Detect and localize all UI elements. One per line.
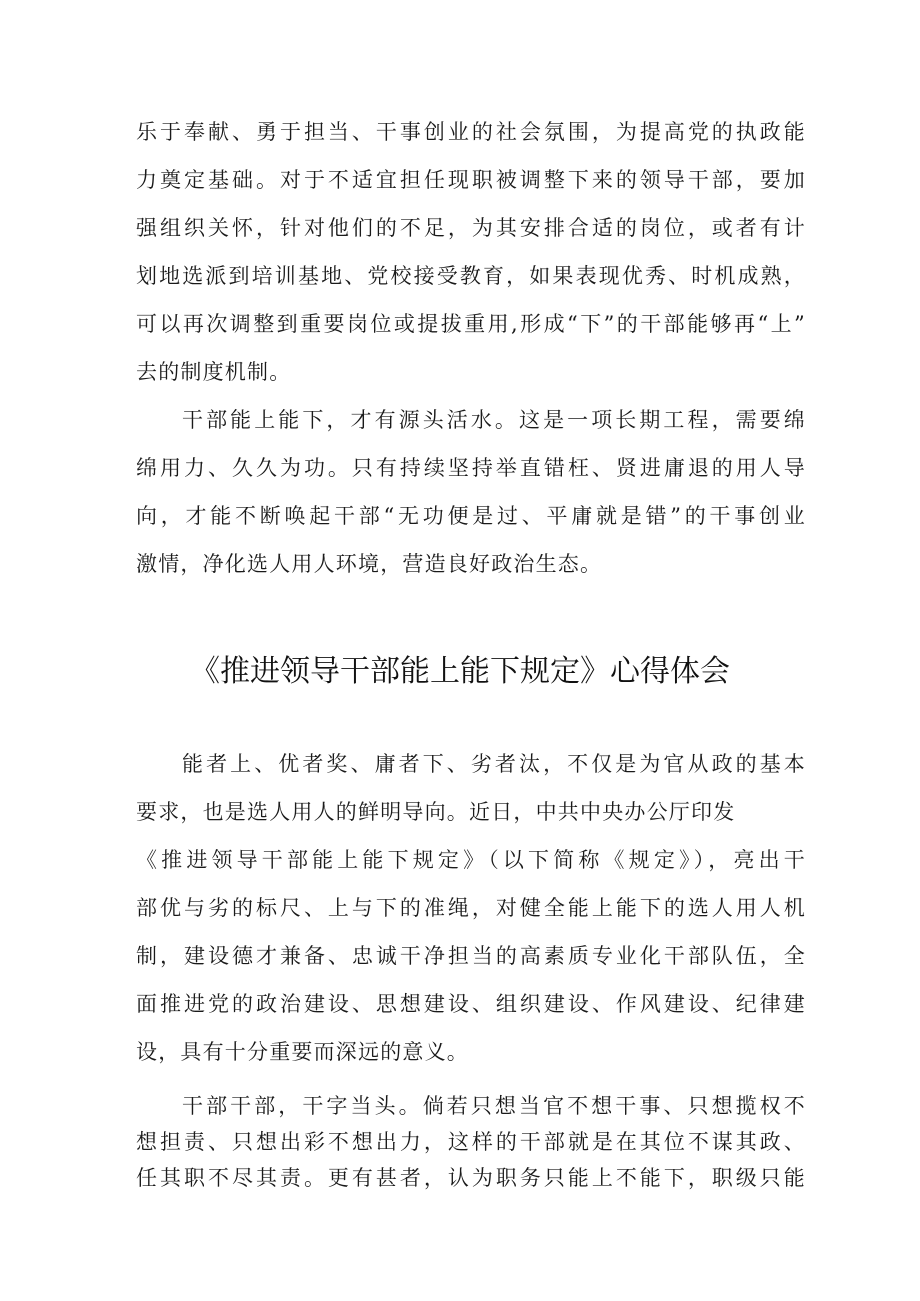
text-line: 干部能上能下，才有源头活水。这是一项长期工程，需要绵 (182, 408, 806, 432)
text-line: 乐于奉献、勇于担当、干事创业的社会氛围，为提高党的执政能 (136, 120, 806, 144)
text-line: 划地选派到培训基地、党校接受教育，如果表现优秀、时机成熟， (136, 264, 806, 288)
text-line: 面推进党的政治建设、思想建设、组织建设、作风建设、纪律建 (136, 992, 806, 1016)
text-line: 能者上、优者奖、庸者下、劣者汰，不仅是为官从政的基本 (182, 752, 806, 776)
text-line: 制，建设德才兼备、忠诚干净担当的高素质专业化干部队伍，全 (136, 944, 806, 968)
text-line: 激情，净化选人用人环境，营造良好政治生态。 (136, 552, 603, 576)
text-line: 任其职不尽其责。更有甚者，认为职务只能上不能下，职级只能 (136, 1166, 806, 1190)
text-line: 可以再次调整到重要岗位或提拔重用,形成“下”的干部能够再“上” (136, 312, 806, 336)
text-line: 力奠定基础。对于不适宜担任现职被调整下来的领导干部，要加 (136, 168, 806, 192)
text-line: 强组织关怀，针对他们的不足，为其安排合适的岗位，或者有计 (136, 216, 806, 240)
text-line: 部优与劣的标尺、上与下的准绳，对健全能上能下的选人用人机 (136, 896, 806, 920)
text-line: 去的制度机制。 (136, 360, 292, 384)
text-line: 干部干部，干字当头。倘若只想当官不想干事、只想揽权不 (182, 1094, 806, 1118)
text-line: 要求，也是选人用人的鲜明导向。近日，中共中央办公厅印发 (136, 800, 736, 824)
text-line: 绵用力、久久为功。只有持续坚持举直错枉、贤进庸退的用人导 (136, 456, 806, 480)
text-line: 向，才能不断唤起干部“无功便是过、平庸就是错”的干事创业 (136, 504, 806, 528)
text-line: 想担责、只想出彩不想出力，这样的干部就是在其位不谋其政、 (136, 1130, 806, 1154)
document-title: 《推进领导干部能上能下规定》心得体会 (190, 654, 730, 689)
text-line: 设，具有十分重要而深远的意义。 (136, 1040, 469, 1064)
text-line: 《推进领导干部能上能下规定》（以下简称《规定》），亮出干 (136, 848, 806, 872)
